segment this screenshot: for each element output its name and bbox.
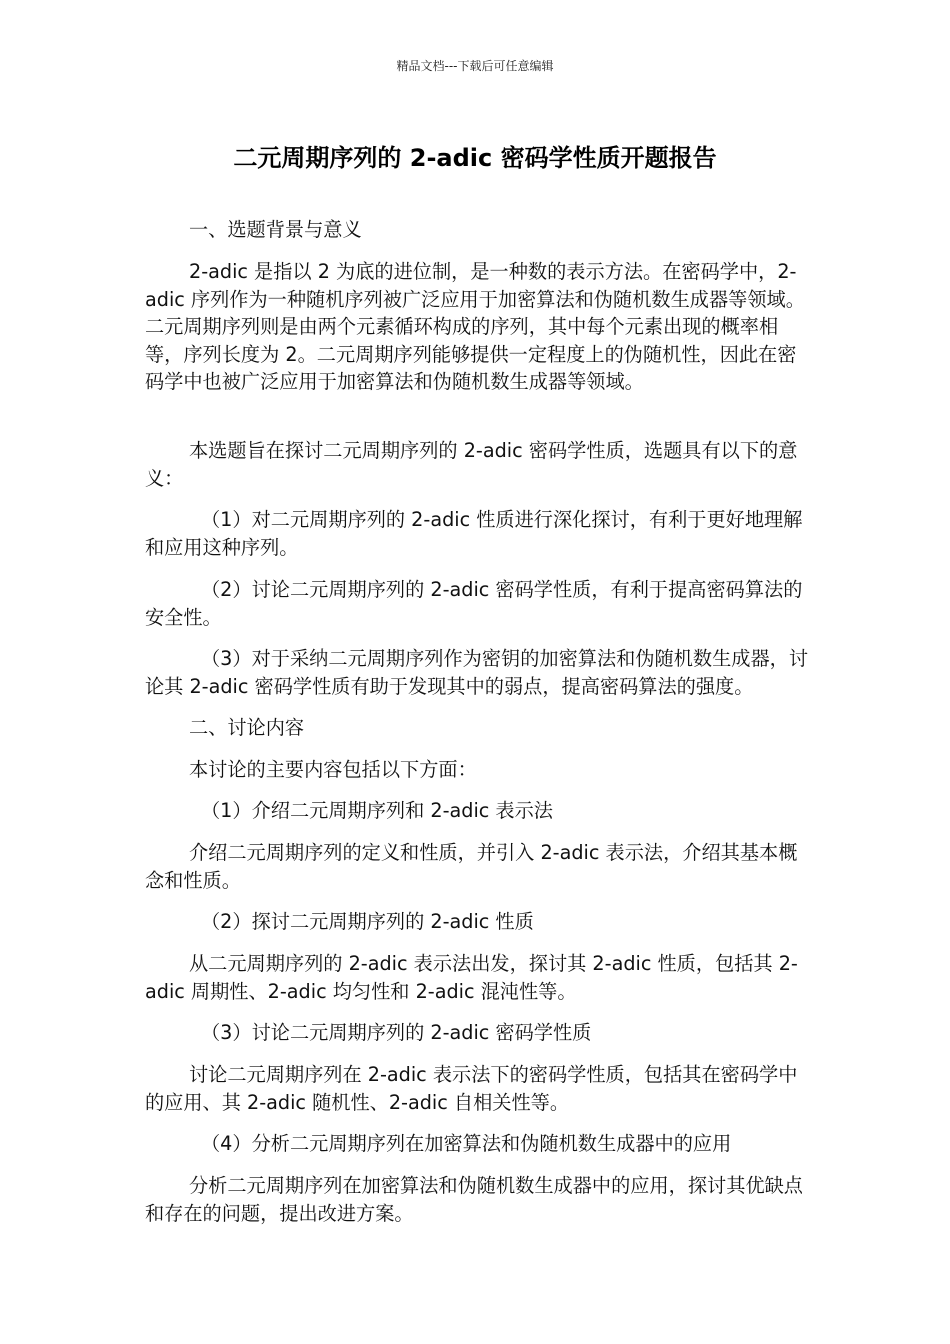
section-heading-background: 一、选题背景与意义 [189, 218, 362, 241]
subheading-4: （4）分析二元周期序列在加密算法和伪随机数生成器中的应用 [201, 1132, 732, 1155]
list-item-significance-3: （3）对于采纳二元周期序列作为密钥的加密算法和伪随机数生成器，讨论其 2-adic 密码学性质有助于发现其中的弱点，提高密码算法的强度。 [145, 647, 809, 698]
paragraph-subtopic-4: 分析二元周期序列在加密算法和伪随机数生成器中的应用，探讨其优缺点和存在的问题，提出改进方案。 [145, 1174, 803, 1225]
paragraph-subtopic-3: 讨论二元周期序列在 2-adic 表示法下的密码学性质，包括其在密码学中的应用、其 2-adic 随机性、2-adic 自相关性等。 [145, 1063, 798, 1114]
document-title: 二元周期序列的 2-adic 密码学性质开题报告 [233, 144, 717, 172]
subheading-3: （3）讨论二元周期序列的 2-adic 密码学性质 [201, 1021, 592, 1044]
list-item-significance-2: （2）讨论二元周期序列的 2-adic 密码学性质，有利于提高密码算法的安全性。 [145, 578, 803, 629]
page-header: 精品文档---下载后可任意编辑 [396, 59, 554, 73]
paragraph-subtopic-2: 从二元周期序列的 2-adic 表示法出发，探讨其 2-adic 性质，包括其 2-adic 周期性、2-adic 均匀性和 2-adic 混沌性等。 [145, 952, 798, 1003]
paragraph-purpose: 本选题旨在探讨二元周期序列的 2-adic 密码学性质，选题具有以下的意义： [145, 439, 798, 490]
subheading-2: （2）探讨二元周期序列的 2-adic 性质 [201, 910, 534, 933]
section-heading-content: 二、讨论内容 [189, 716, 305, 739]
subheading-1: （1）介绍二元周期序列和 2-adic 表示法 [201, 799, 553, 822]
paragraph-subtopic-1: 介绍二元周期序列的定义和性质，并引入 2-adic 表示法，介绍其基本概念和性质。 [145, 841, 798, 892]
paragraph-content-intro: 本讨论的主要内容包括以下方面： [189, 758, 477, 781]
list-item-significance-1: （1）对二元周期序列的 2-adic 性质进行深化探讨，有利于更好地理解和应用这种序列。 [145, 508, 803, 559]
paragraph-2adic-intro: 2-adic 是指以 2 为底的进位制，是一种数的表示方法。在密码学中，2-adic 序列作为一种随机序列被广泛应用于加密算法和伪随机数生成器等领域。二元周期序列则是由两个元素循环构成的序列，其中每个元素出现的概率相等，序列长度为 2。二元周期序列能够提供一定程度上的伪随机性，因此在密码学中也被广泛应用于加密算法和伪随机数生成器等领域。 [145, 260, 805, 393]
